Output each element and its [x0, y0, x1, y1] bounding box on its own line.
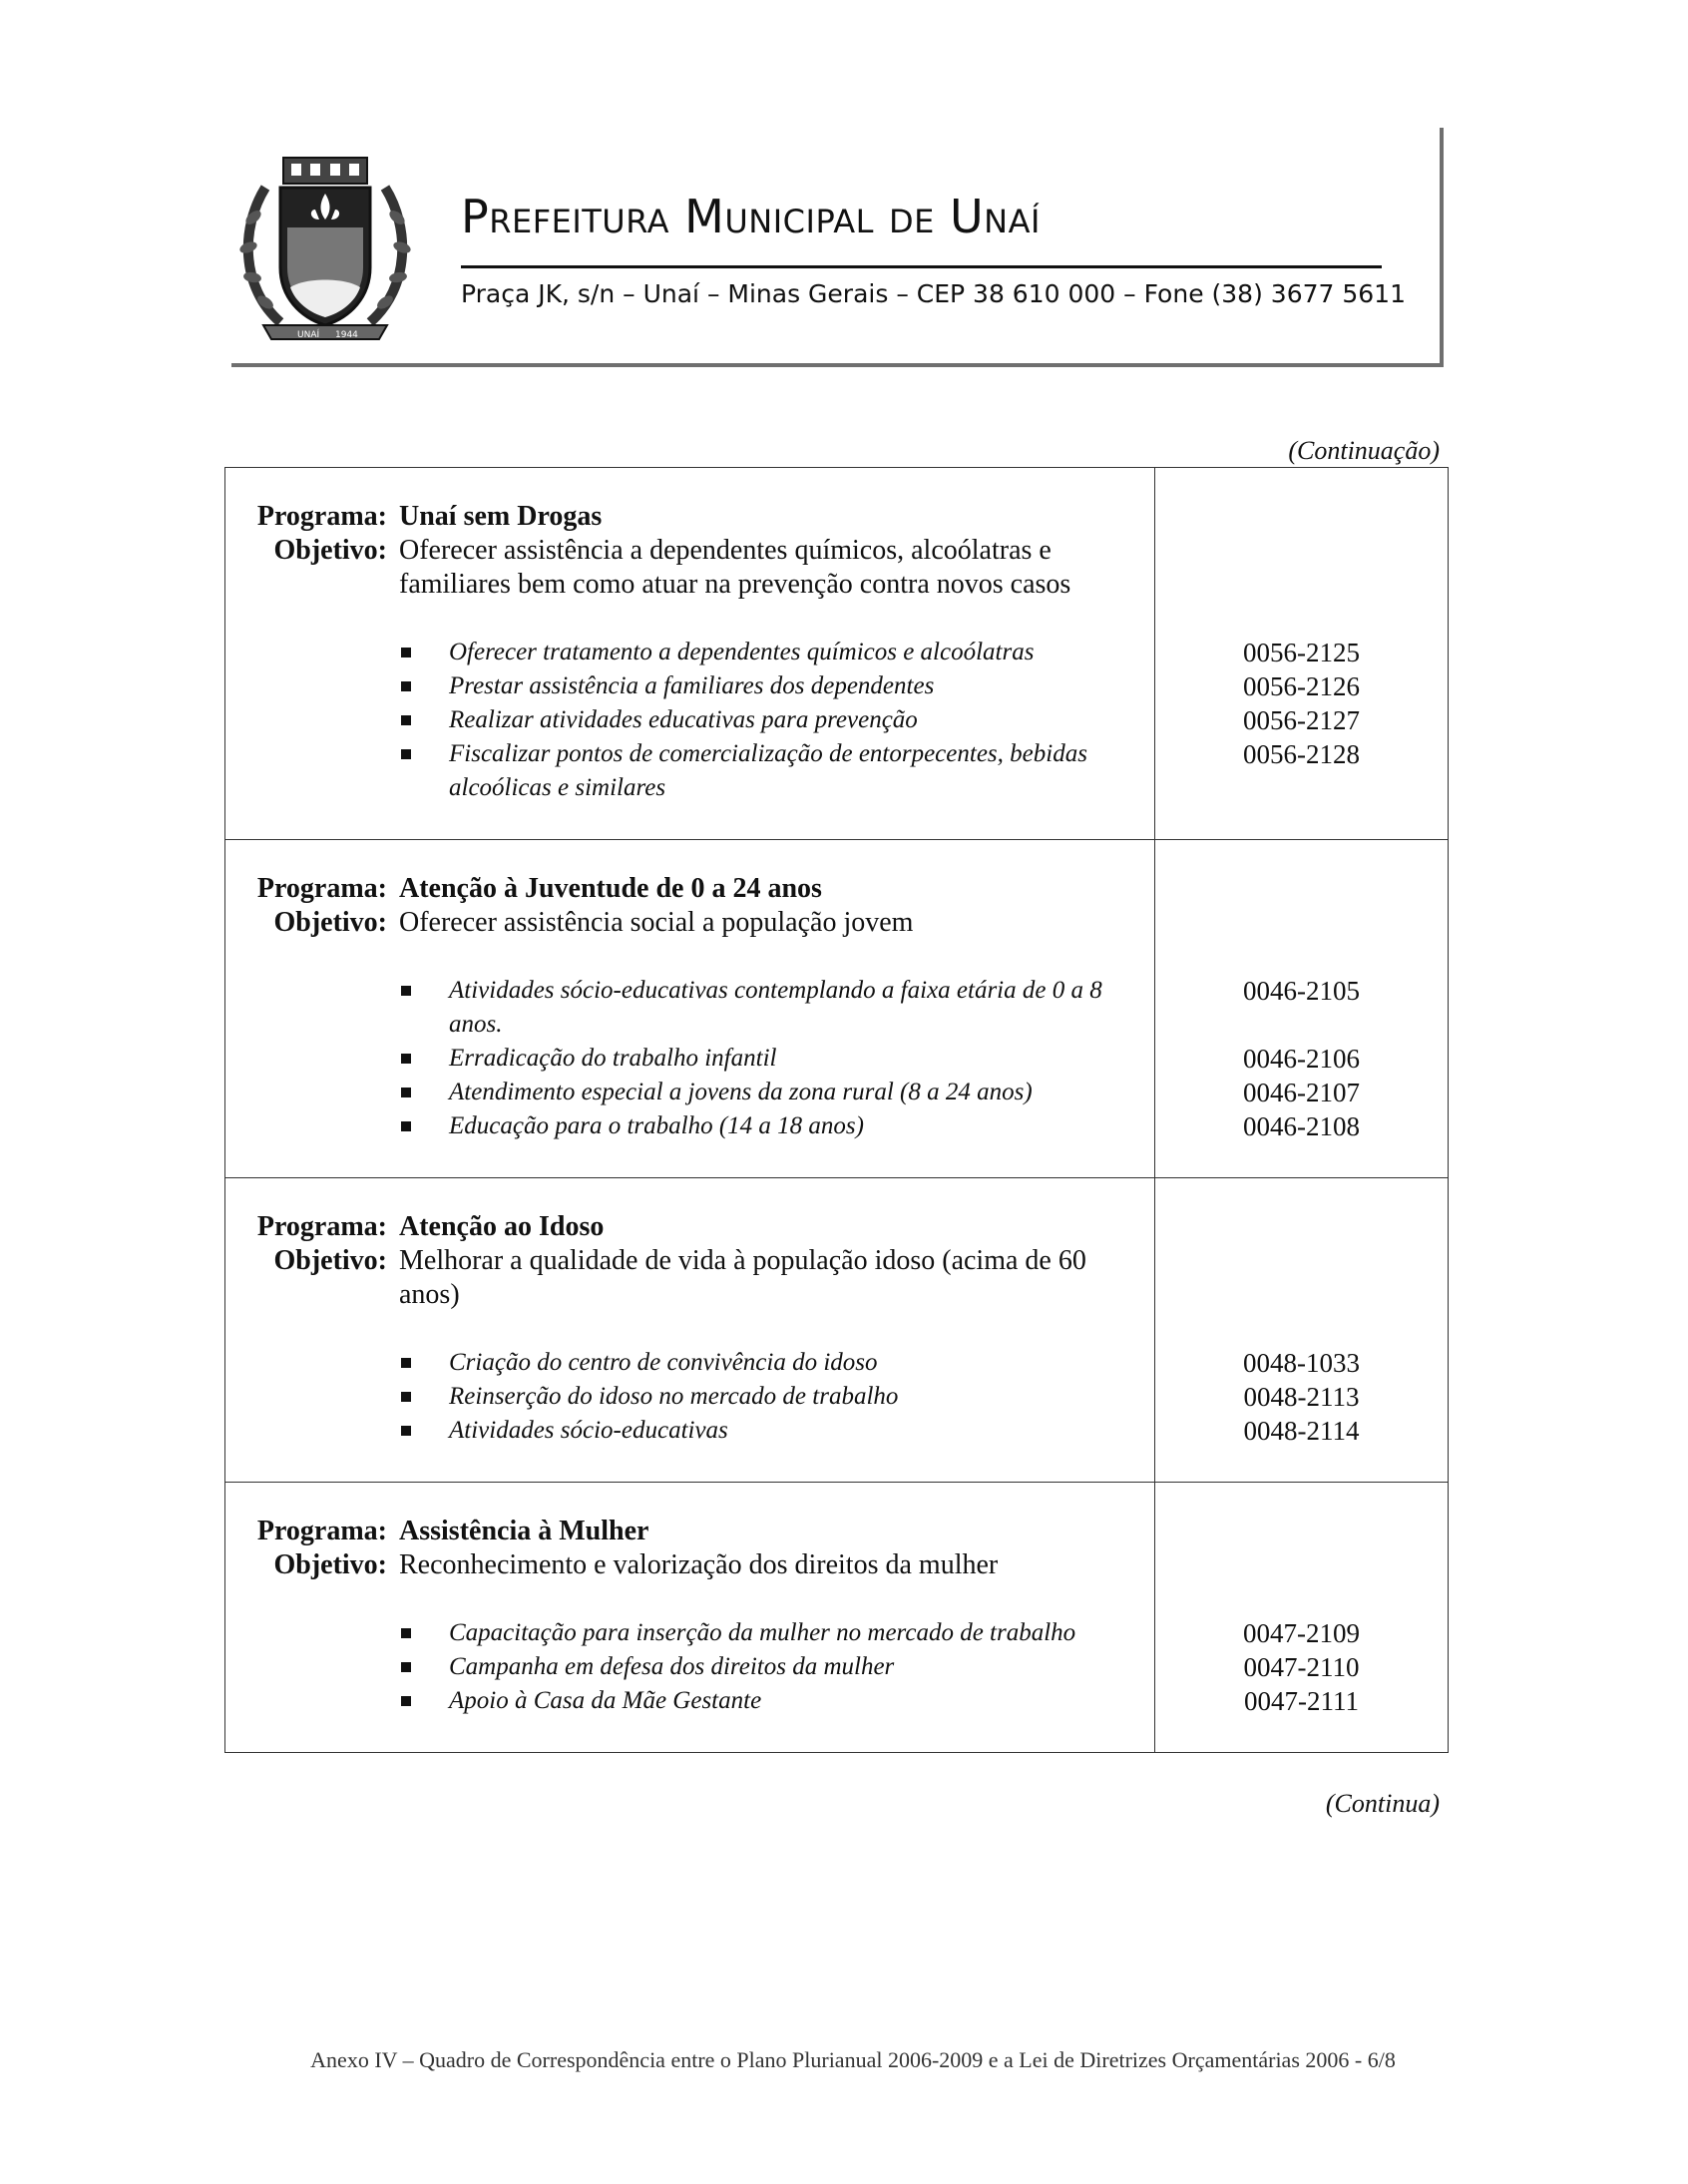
code-list: [1155, 636, 1448, 805]
action-text: Atendimento especial a jovens da zona rural (8 a 24 anos): [449, 1079, 1033, 1105]
code-spacer: [1155, 500, 1448, 636]
action-item: [399, 1042, 1154, 1076]
action-code: 0048-2114: [1243, 1416, 1360, 1446]
action-text: Campanha em defesa dos direitos da mulher: [449, 1653, 895, 1680]
program-title: Unaí sem Drogas: [399, 501, 603, 532]
action-code: 0048-2113: [1243, 1382, 1360, 1412]
square-bullet-icon: [401, 681, 411, 691]
program-title: Atenção à Juventude de 0 a 24 anos: [399, 873, 822, 904]
footer-text: Anexo IV – Quadro de Correspondência entre o Plano Plurianual 2006-2009 e a Lei de Diretrizes Orçamentárias 2006 - 6/8: [310, 2047, 1396, 2072]
program-row: [225, 840, 1449, 1178]
square-bullet-icon: [401, 1628, 411, 1638]
org-address: Praça JK, s/n – Unaí – Minas Gerais – CEP 38 610 000 – Fone (38) 3677 5611: [461, 279, 1406, 308]
action-text: Atividades sócio-educativas: [449, 1417, 728, 1444]
program-title-line: [225, 1210, 1154, 1244]
action-list: [225, 1616, 1154, 1718]
action-code: 0048-1033: [1243, 1348, 1360, 1378]
code-spacer: [1155, 1210, 1448, 1346]
action-item: [399, 1616, 1154, 1650]
action-code: 0056-2128: [1243, 739, 1360, 769]
program-row: [225, 1483, 1449, 1753]
program-cell: [225, 840, 1155, 1178]
program-label: Programa:: [256, 1211, 387, 1242]
square-bullet-icon: [401, 648, 411, 657]
org-name: Prefeitura Municipal de Unaí: [461, 190, 1041, 243]
program-row: [225, 468, 1449, 840]
action-list: [225, 636, 1154, 805]
action-item: [399, 1650, 1154, 1684]
code-list: [1155, 974, 1448, 1143]
code-spacer: [1155, 1515, 1448, 1616]
action-item: [399, 1684, 1154, 1718]
code-list: [1155, 1616, 1448, 1718]
action-code: 0047-2110: [1243, 1652, 1360, 1682]
square-bullet-icon: [401, 1088, 411, 1097]
code-cell: [1155, 1483, 1449, 1753]
action-item: [399, 1414, 1154, 1448]
objective-line: [225, 1548, 1154, 1582]
action-code: 0046-2105: [1243, 976, 1360, 1006]
action-text: Educação para o trabalho (14 a 18 anos): [449, 1112, 864, 1139]
action-item: [399, 737, 1154, 805]
square-bullet-icon: [401, 1392, 411, 1402]
page-footer: [0, 2047, 1688, 2073]
objective-label: Objetivo:: [273, 907, 387, 938]
action-code: 0046-2106: [1243, 1044, 1360, 1074]
action-item: [399, 1380, 1154, 1414]
code-cell: [1155, 840, 1449, 1178]
programs-table: [224, 467, 1449, 1753]
objective-line: [225, 1244, 1154, 1312]
action-code: 0047-2109: [1243, 1618, 1360, 1648]
code-cell: [1155, 1178, 1449, 1483]
code-spacer: [1155, 872, 1448, 974]
square-bullet-icon: [401, 1054, 411, 1064]
action-item: [399, 669, 1154, 703]
municipal-crest-icon: [235, 148, 415, 347]
crest-ribbon-left: UNAÍ: [297, 330, 320, 340]
action-item: [399, 1076, 1154, 1109]
action-list: [225, 974, 1154, 1143]
action-item: [399, 636, 1154, 669]
program-title-line: [225, 872, 1154, 906]
objective-text: Melhorar a qualidade de vida à população idoso (acima de 60 anos): [399, 1245, 1086, 1310]
square-bullet-icon: [401, 1696, 411, 1706]
objective-text: Oferecer assistência a dependentes químicos, alcoólatras e familiares bem como atuar na prevenção contra novos casos: [399, 535, 1071, 600]
code-list: [1155, 1346, 1448, 1448]
action-item: [399, 1346, 1154, 1380]
action-text: Atividades sócio-educativas contemplando a faixa etária de 0 a 8 anos.: [449, 977, 1102, 1038]
program-label: Programa:: [256, 501, 387, 532]
action-text: Prestar assistência a familiares dos dependentes: [449, 672, 935, 699]
program-row: [225, 1178, 1449, 1483]
objective-label: Objetivo:: [273, 535, 387, 566]
action-text: Fiscalizar pontos de comercialização de entorpecentes, bebidas alcoólicas e similares: [449, 740, 1087, 801]
objective-text: Reconhecimento e valorização dos direitos da mulher: [399, 1549, 999, 1580]
square-bullet-icon: [401, 1358, 411, 1368]
action-text: Erradicação do trabalho infantil: [449, 1045, 777, 1072]
program-title: Atenção ao Idoso: [399, 1211, 605, 1242]
action-text: Capacitação para inserção da mulher no mercado de trabalho: [449, 1619, 1076, 1646]
continuation-note-top: (Continuação): [1288, 436, 1440, 465]
square-bullet-icon: [401, 1662, 411, 1672]
action-code: 0046-2108: [1243, 1111, 1360, 1141]
square-bullet-icon: [401, 1121, 411, 1131]
program-cell: [225, 1178, 1155, 1483]
program-cell: [225, 1483, 1155, 1753]
program-cell: [225, 468, 1155, 840]
org-name-underline: [461, 265, 1382, 268]
action-text: Criação do centro de convivência do idoso: [449, 1349, 878, 1376]
objective-label: Objetivo:: [273, 1245, 387, 1276]
square-bullet-icon: [401, 749, 411, 759]
objective-text: Oferecer assistência social a população jovem: [399, 907, 914, 938]
code-cell: [1155, 468, 1449, 840]
action-code: 0046-2107: [1243, 1078, 1360, 1107]
program-label: Programa:: [256, 873, 387, 904]
square-bullet-icon: [401, 715, 411, 725]
program-title: Assistência à Mulher: [399, 1516, 649, 1546]
action-list: [225, 1346, 1154, 1448]
action-item: [399, 974, 1154, 1042]
objective-line: [225, 906, 1154, 940]
program-title-line: [225, 500, 1154, 534]
action-code: 0056-2126: [1243, 671, 1360, 701]
objective-label: Objetivo:: [273, 1549, 387, 1580]
action-code: 0056-2127: [1243, 705, 1360, 735]
action-text: Realizar atividades educativas para prevenção: [449, 706, 918, 733]
square-bullet-icon: [401, 986, 411, 996]
action-item: [399, 703, 1154, 737]
action-code: 0056-2125: [1243, 638, 1360, 667]
square-bullet-icon: [401, 1426, 411, 1436]
program-title-line: [225, 1515, 1154, 1548]
crest-ribbon-right: 1944: [335, 330, 358, 340]
continuation-note-bottom: (Continua): [1325, 1789, 1440, 1818]
program-label: Programa:: [256, 1516, 387, 1546]
action-code: 0047-2111: [1244, 1686, 1359, 1716]
action-text: Reinserção do idoso no mercado de trabalho: [449, 1383, 899, 1410]
action-item: [399, 1109, 1154, 1143]
objective-line: [225, 534, 1154, 602]
action-text: Apoio à Casa da Mãe Gestante: [449, 1687, 762, 1714]
action-text: Oferecer tratamento a dependentes químicos e alcoólatras: [449, 639, 1035, 665]
